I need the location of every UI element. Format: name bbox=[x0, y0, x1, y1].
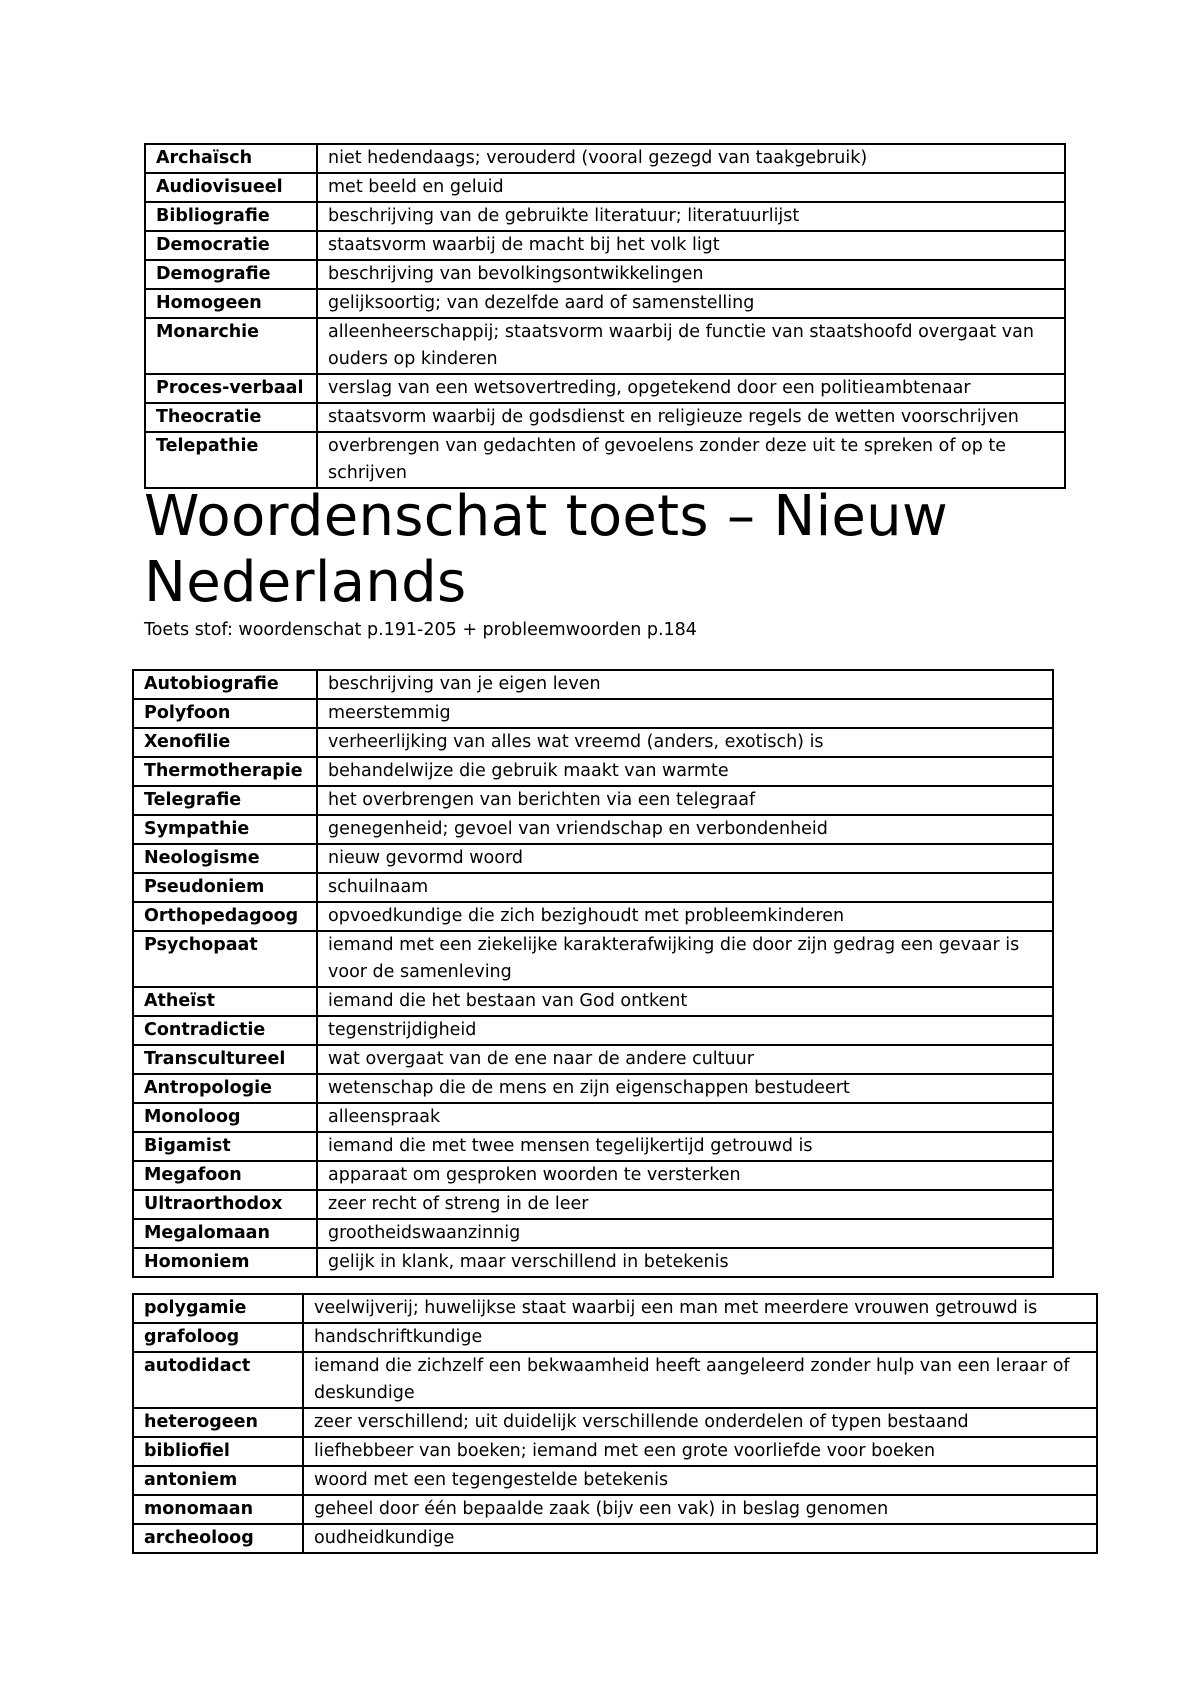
table-row bbox=[133, 1437, 1097, 1466]
term-cell: Theocratie bbox=[145, 403, 317, 432]
definition-cell: verheerlijking van alles wat vreemd (anders, exotisch) is bbox=[317, 728, 1053, 757]
term-cell: Psychopaat bbox=[133, 931, 317, 987]
definition-cell: tegenstrijdigheid bbox=[317, 1016, 1053, 1045]
term-cell: bibliofiel bbox=[133, 1437, 303, 1466]
definition-cell: beschrijving van je eigen leven bbox=[317, 670, 1053, 699]
definition-cell: nieuw gevormd woord bbox=[317, 844, 1053, 873]
table-row bbox=[145, 432, 1065, 488]
definition-cell: meerstemmig bbox=[317, 699, 1053, 728]
table-row bbox=[133, 902, 1053, 931]
vocab-table-1-body bbox=[145, 144, 1065, 488]
vocab-table-2 bbox=[132, 669, 1054, 1278]
term-cell: Megafoon bbox=[133, 1161, 317, 1190]
definition-cell: zeer recht of streng in de leer bbox=[317, 1190, 1053, 1219]
definition-cell: apparaat om gesproken woorden te versterken bbox=[317, 1161, 1053, 1190]
term-cell: Homoniem bbox=[133, 1248, 317, 1277]
definition-cell: opvoedkundige die zich bezighoudt met probleemkinderen bbox=[317, 902, 1053, 931]
table-row bbox=[133, 987, 1053, 1016]
table-row bbox=[133, 728, 1053, 757]
term-cell: Proces-verbaal bbox=[145, 374, 317, 403]
table-row bbox=[133, 786, 1053, 815]
definition-cell: handschriftkundige bbox=[303, 1323, 1097, 1352]
term-cell: Contradictie bbox=[133, 1016, 317, 1045]
table-row bbox=[145, 403, 1065, 432]
table-row bbox=[133, 1190, 1053, 1219]
definition-cell: schuilnaam bbox=[317, 873, 1053, 902]
definition-cell: niet hedendaags; verouderd (vooral gezegd van taakgebruik) bbox=[317, 144, 1065, 173]
definition-cell: grootheidswaanzinnig bbox=[317, 1219, 1053, 1248]
table-row bbox=[133, 931, 1053, 987]
definition-cell: zeer verschillend; uit duidelijk verschillende onderdelen of typen bestaand bbox=[303, 1408, 1097, 1437]
definition-cell: iemand die met twee mensen tegelijkertijd getrouwd is bbox=[317, 1132, 1053, 1161]
table-row bbox=[133, 1161, 1053, 1190]
term-cell: Democratie bbox=[145, 231, 317, 260]
definition-cell: woord met een tegengestelde betekenis bbox=[303, 1466, 1097, 1495]
term-cell: Transcultureel bbox=[133, 1045, 317, 1074]
vocab-table-3-body bbox=[133, 1294, 1097, 1553]
table-row bbox=[133, 1408, 1097, 1437]
definition-cell: beschrijving van bevolkingsontwikkelingen bbox=[317, 260, 1065, 289]
definition-cell: veelwijverij; huwelijkse staat waarbij een man met meerdere vrouwen getrouwd is bbox=[303, 1294, 1097, 1323]
vocab-table-3 bbox=[132, 1293, 1098, 1554]
definition-cell: met beeld en geluid bbox=[317, 173, 1065, 202]
term-cell: Archaïsch bbox=[145, 144, 317, 173]
term-cell: Bigamist bbox=[133, 1132, 317, 1161]
term-cell: Telegrafie bbox=[133, 786, 317, 815]
page-title: Woordenschat toets – Nieuw Nederlands bbox=[144, 484, 949, 615]
table-row bbox=[145, 374, 1065, 403]
table-row bbox=[133, 1495, 1097, 1524]
table-row bbox=[133, 1219, 1053, 1248]
term-cell: Thermotherapie bbox=[133, 757, 317, 786]
page-subtitle: Toets stof: woordenschat p.191-205 + probleemwoorden p.184 bbox=[144, 620, 697, 640]
definition-cell: oudheidkundige bbox=[303, 1524, 1097, 1553]
table-row bbox=[133, 699, 1053, 728]
table-row bbox=[133, 757, 1053, 786]
term-cell: polygamie bbox=[133, 1294, 303, 1323]
term-cell: Polyfoon bbox=[133, 699, 317, 728]
term-cell: grafoloog bbox=[133, 1323, 303, 1352]
table-row bbox=[133, 670, 1053, 699]
term-cell: Telepathie bbox=[145, 432, 317, 488]
vocab-table-2-body bbox=[133, 670, 1053, 1277]
table-row bbox=[145, 318, 1065, 374]
vocab-table-1 bbox=[144, 143, 1066, 489]
table-row bbox=[145, 260, 1065, 289]
table-row bbox=[133, 1132, 1053, 1161]
definition-cell: beschrijving van de gebruikte literatuur; literatuurlijst bbox=[317, 202, 1065, 231]
term-cell: Homogeen bbox=[145, 289, 317, 318]
term-cell: Ultraorthodox bbox=[133, 1190, 317, 1219]
table-row bbox=[133, 1524, 1097, 1553]
definition-cell: wetenschap die de mens en zijn eigenschappen bestudeert bbox=[317, 1074, 1053, 1103]
term-cell: Megalomaan bbox=[133, 1219, 317, 1248]
term-cell: antoniem bbox=[133, 1466, 303, 1495]
definition-cell: alleenspraak bbox=[317, 1103, 1053, 1132]
term-cell: Sympathie bbox=[133, 815, 317, 844]
definition-cell: wat overgaat van de ene naar de andere cultuur bbox=[317, 1045, 1053, 1074]
table-row bbox=[133, 1294, 1097, 1323]
table-row bbox=[133, 844, 1053, 873]
definition-cell: overbrengen van gedachten of gevoelens zonder deze uit te spreken of op te schrijven bbox=[317, 432, 1065, 488]
term-cell: heterogeen bbox=[133, 1408, 303, 1437]
term-cell: Orthopedagoog bbox=[133, 902, 317, 931]
definition-cell: iemand die het bestaan van God ontkent bbox=[317, 987, 1053, 1016]
definition-cell: iemand met een ziekelijke karakterafwijking die door zijn gedrag een gevaar is voor de samenleving bbox=[317, 931, 1053, 987]
table-row bbox=[145, 289, 1065, 318]
table-row bbox=[133, 1103, 1053, 1132]
term-cell: archeoloog bbox=[133, 1524, 303, 1553]
term-cell: Autobiografie bbox=[133, 670, 317, 699]
table-row bbox=[133, 1016, 1053, 1045]
term-cell: Atheïst bbox=[133, 987, 317, 1016]
table-row bbox=[133, 1466, 1097, 1495]
term-cell: Xenofilie bbox=[133, 728, 317, 757]
table-row bbox=[145, 231, 1065, 260]
term-cell: Neologisme bbox=[133, 844, 317, 873]
definition-cell: iemand die zichzelf een bekwaamheid heeft aangeleerd zonder hulp van een leraar of deskundige bbox=[303, 1352, 1097, 1408]
table-row bbox=[145, 202, 1065, 231]
definition-cell: behandelwijze die gebruik maakt van warmte bbox=[317, 757, 1053, 786]
term-cell: autodidact bbox=[133, 1352, 303, 1408]
term-cell: Pseudoniem bbox=[133, 873, 317, 902]
definition-cell: geheel door één bepaalde zaak (bijv een vak) in beslag genomen bbox=[303, 1495, 1097, 1524]
term-cell: Bibliografie bbox=[145, 202, 317, 231]
term-cell: Antropologie bbox=[133, 1074, 317, 1103]
table-row bbox=[133, 1248, 1053, 1277]
term-cell: Audiovisueel bbox=[145, 173, 317, 202]
table-row bbox=[133, 1352, 1097, 1408]
definition-cell: gelijk in klank, maar verschillend in betekenis bbox=[317, 1248, 1053, 1277]
definition-cell: staatsvorm waarbij de macht bij het volk ligt bbox=[317, 231, 1065, 260]
table-row bbox=[133, 1074, 1053, 1103]
table-row bbox=[133, 1045, 1053, 1074]
term-cell: Monoloog bbox=[133, 1103, 317, 1132]
definition-cell: liefhebbeer van boeken; iemand met een grote voorliefde voor boeken bbox=[303, 1437, 1097, 1466]
table-row bbox=[145, 173, 1065, 202]
table-row bbox=[133, 873, 1053, 902]
table-row bbox=[133, 815, 1053, 844]
definition-cell: verslag van een wetsovertreding, opgetekend door een politieambtenaar bbox=[317, 374, 1065, 403]
term-cell: monomaan bbox=[133, 1495, 303, 1524]
definition-cell: staatsvorm waarbij de godsdienst en religieuze regels de wetten voorschrijven bbox=[317, 403, 1065, 432]
definition-cell: gelijksoortig; van dezelfde aard of samenstelling bbox=[317, 289, 1065, 318]
term-cell: Demografie bbox=[145, 260, 317, 289]
definition-cell: het overbrengen van berichten via een telegraaf bbox=[317, 786, 1053, 815]
definition-cell: genegenheid; gevoel van vriendschap en verbondenheid bbox=[317, 815, 1053, 844]
term-cell: Monarchie bbox=[145, 318, 317, 374]
table-row bbox=[145, 144, 1065, 173]
table-row bbox=[133, 1323, 1097, 1352]
definition-cell: alleenheerschappij; staatsvorm waarbij de functie van staatshoofd overgaat van ouders op kinderen bbox=[317, 318, 1065, 374]
